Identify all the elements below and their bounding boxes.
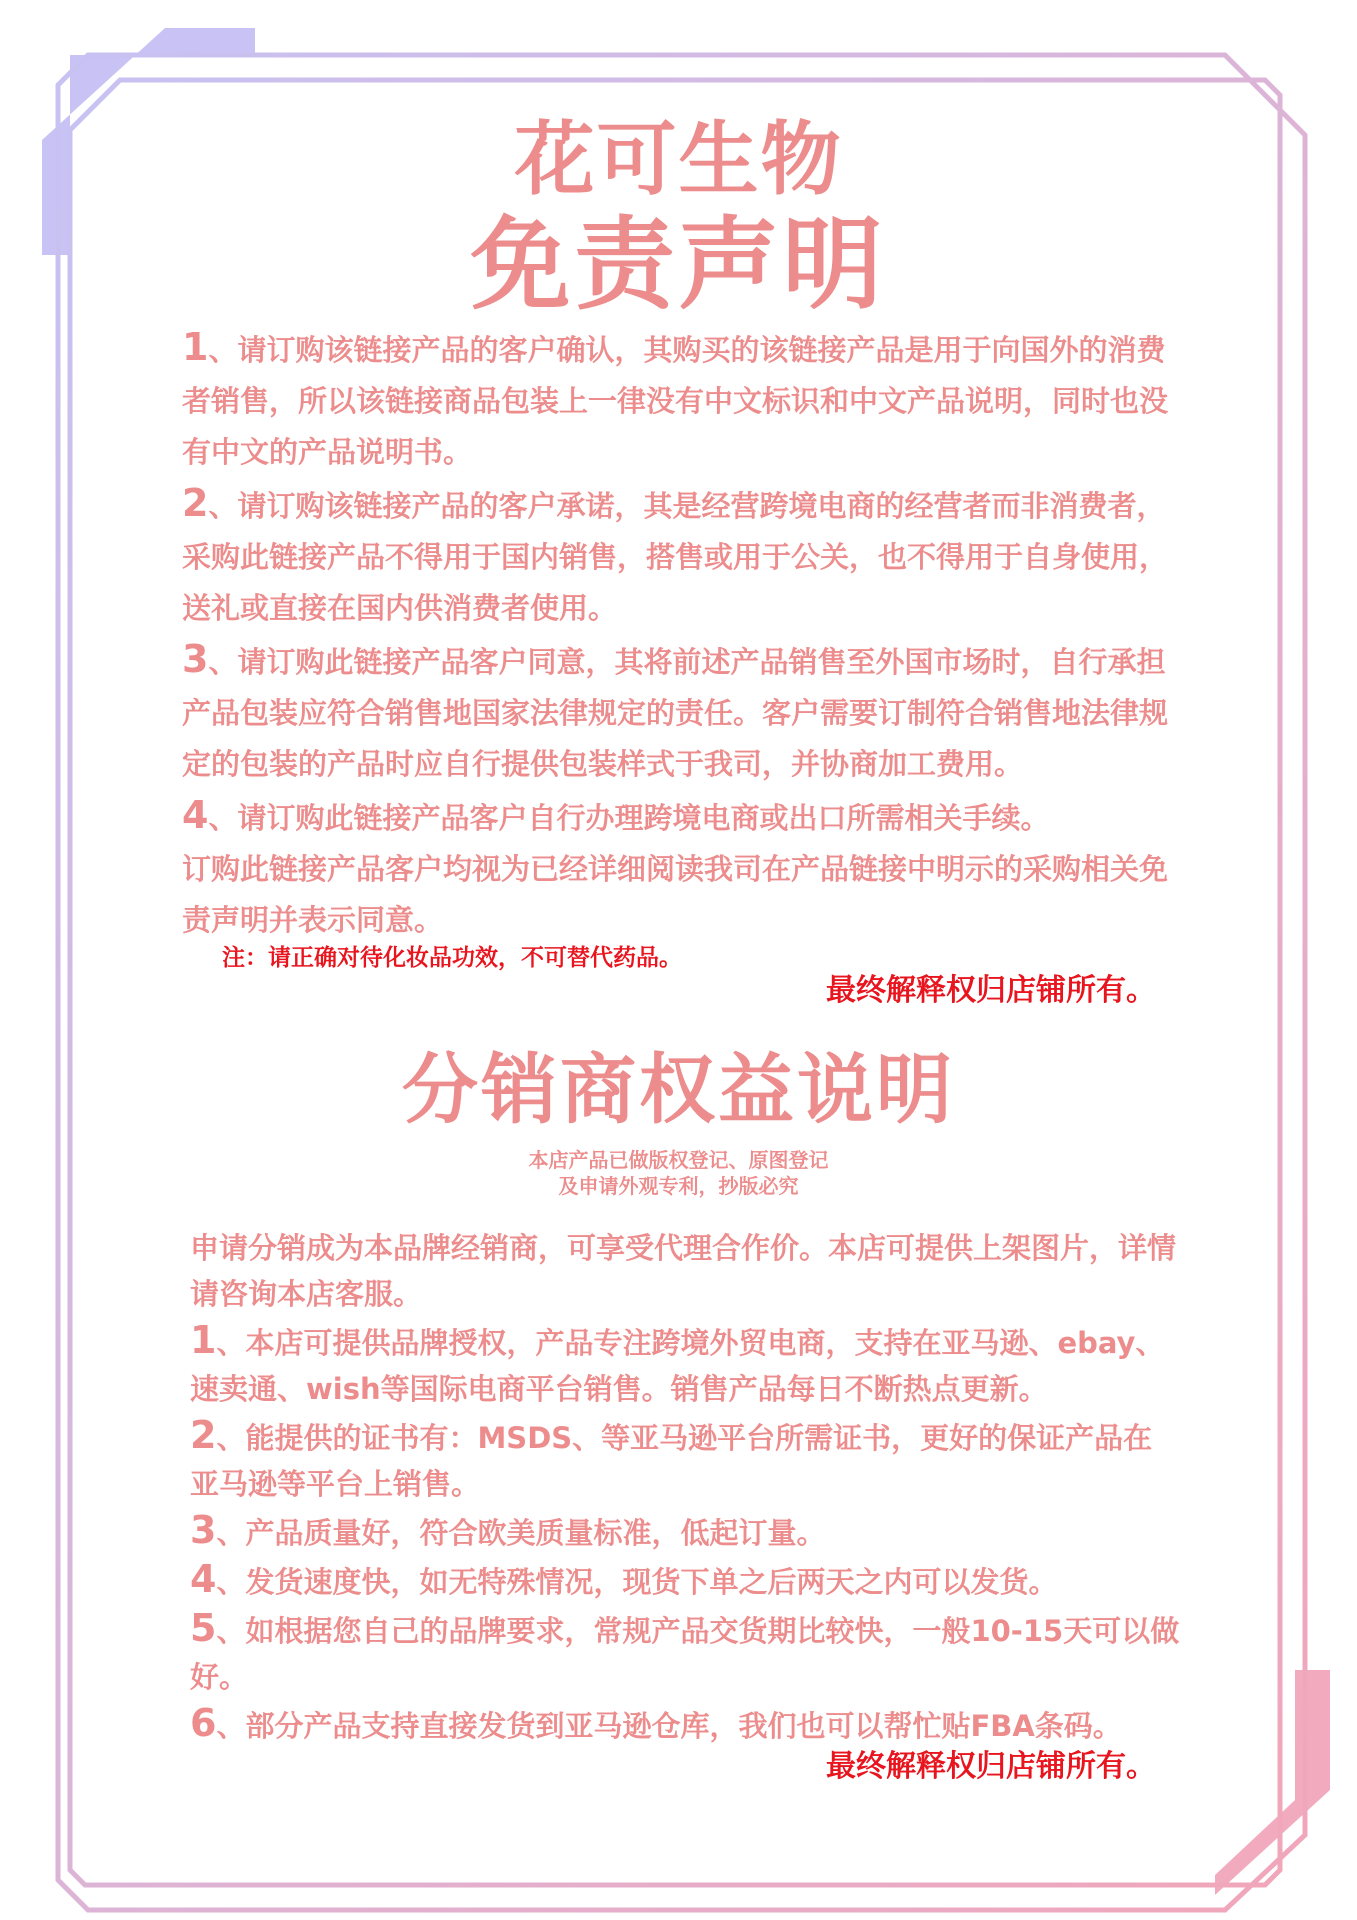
item-text: 、请订购此链接产品客户同意，其将前述产品销售至外国市场时，自行承担产品包装应符合销售地国家法律规定的责任。客户需要订制符合销售地法律规定的包装的产品时应自行提供包装样式于我司，并协商加工费用。 [182,645,1169,781]
item-text: 、本店可提供品牌授权，产品专注跨境外贸电商，支持在亚马逊、ebay、速卖通、wish等国际电商平台销售。销售产品每日不断热点更新。 [190,1326,1165,1406]
item-text: 、部分产品支持直接发货到亚马逊仓库，我们也可以帮忙贴FBA条码。 [216,1709,1122,1743]
final-rights-statement: 最终解释权归店铺所有。 [826,973,1156,1008]
item-number: 3 [190,1508,217,1552]
item-text: 、请订购该链接产品的客户确认，其购买的该链接产品是用于向国外的消费者销售，所以该链接商品包装上一律没有中文标识和中文产品说明，同时也没有中文的产品说明书。 [182,333,1169,469]
item-text: 、请订购此链接产品客户自行办理跨境电商或出口所需相关手续。 [208,801,1050,835]
benefit-item [190,1317,1180,1412]
disclaimer-item [182,322,1192,478]
item-number: 1 [190,1318,217,1362]
item-number: 6 [190,1701,217,1745]
item-text: 、发货速度快，如无特殊情况，现货下单之后两天之内可以发货。 [216,1565,1058,1599]
item-number: 1 [182,325,209,369]
patent-notice: 及申请外观专利，抄版必究 [558,1174,799,1198]
brand-name: 花可生物 [514,113,843,206]
frame-corner-bottom-right [1215,1670,1330,1895]
disclaimer-item [182,634,1192,790]
cosmetics-note: 注：请正确对待化妆品功效，不可替代药品。 [222,945,682,971]
item-number: 2 [190,1413,217,1457]
disclaimer-item [182,790,1192,844]
disclaimer-title: 免责声明 [470,206,887,323]
item-number: 5 [190,1606,217,1650]
copyright-notice: 本店产品已做版权登记、原图登记 [528,1148,829,1172]
distributor-title: 分销商权益说明 [402,1045,955,1134]
final-rights-statement-2: 最终解释权归店铺所有。 [826,1749,1156,1784]
disclaimer-section [182,322,1192,946]
item-number: 4 [182,793,209,837]
benefit-item [190,1556,1180,1605]
benefit-item [190,1412,1180,1507]
item-number: 4 [190,1557,217,1601]
item-text: 、如根据您自己的品牌要求，常规产品交货期比较快，一般10-15天可以做好。 [190,1614,1180,1694]
disclaimer-item [182,478,1192,634]
item-text: 、能提供的证书有：MSDS、等亚马逊平台所需证书，更好的保证产品在亚马逊等平台上销售。 [190,1421,1153,1501]
distributor-section [190,1225,1180,1749]
benefit-item [190,1700,1180,1749]
benefit-item [190,1507,1180,1556]
benefit-item [190,1605,1180,1700]
item-number: 3 [182,637,209,681]
distributor-intro: 申请分销成为本品牌经销商，可享受代理合作价。本店可提供上架图片，详情请咨询本店客服。 [190,1231,1177,1311]
item-number: 2 [182,481,209,525]
disclaimer-closing: 订购此链接产品客户均视为已经详细阅读我司在产品链接中明示的采购相关免责声明并表示同意。 [182,852,1169,937]
item-text: 、请订购该链接产品的客户承诺，其是经营跨境电商的经营者而非消费者，采购此链接产品不得用于国内销售，搭售或用于公关，也不得用于自身使用，送礼或直接在国内供消费者使用。 [182,489,1169,625]
item-text: 、产品质量好，符合欧美质量标准，低起订量。 [216,1516,826,1550]
